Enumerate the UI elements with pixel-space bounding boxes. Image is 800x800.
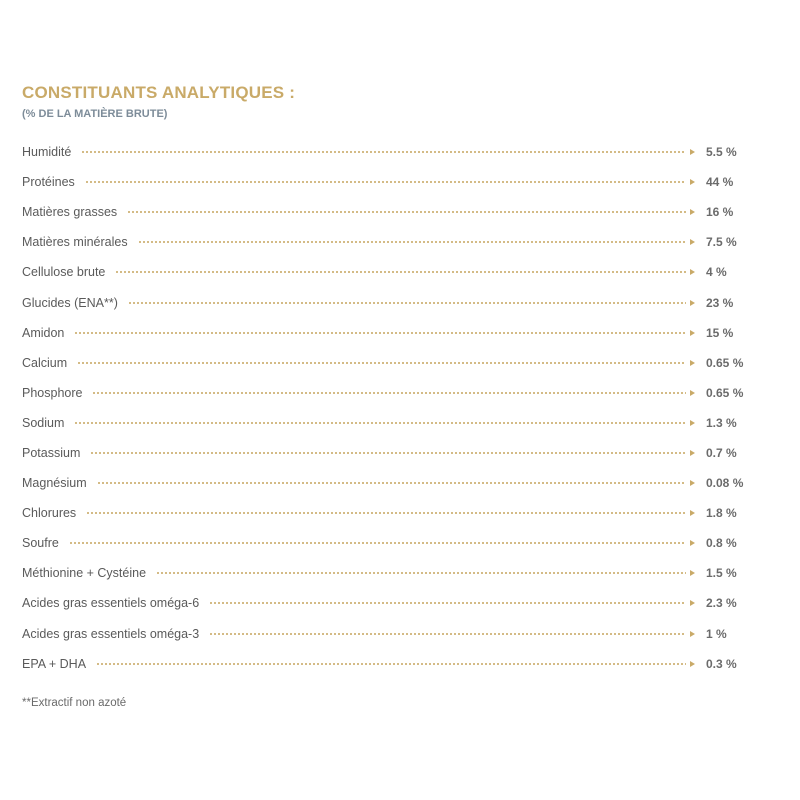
constituent-row xyxy=(22,649,762,679)
arrow-right-icon xyxy=(690,631,695,637)
constituent-row xyxy=(22,588,762,618)
constituent-row xyxy=(22,619,762,649)
arrow-right-icon xyxy=(690,480,695,486)
dotted-leader xyxy=(97,482,686,484)
constituent-value: 4 % xyxy=(706,265,727,280)
constituent-row xyxy=(22,318,762,348)
dotted-leader xyxy=(81,151,686,153)
dotted-leader xyxy=(77,362,686,364)
arrow-right-icon xyxy=(690,390,695,396)
dotted-leader xyxy=(92,392,686,394)
arrow-right-icon xyxy=(690,450,695,456)
constituent-row xyxy=(22,227,762,257)
arrow-right-icon xyxy=(690,570,695,576)
arrow-right-icon xyxy=(690,149,695,155)
constituent-value: 5.5 % xyxy=(706,145,737,160)
constituent-row xyxy=(22,528,762,558)
dotted-leader xyxy=(86,512,686,514)
constituent-label: Magnésium xyxy=(22,476,87,491)
constituent-label: Matières grasses xyxy=(22,205,118,220)
constituent-value: 2.3 % xyxy=(706,596,737,611)
constituent-label: Acides gras essentiels oméga-6 xyxy=(22,596,200,611)
constituent-label: Humidité xyxy=(22,145,72,160)
constituent-value: 23 % xyxy=(706,295,734,310)
arrow-right-icon xyxy=(690,209,695,215)
arrow-right-icon xyxy=(690,330,695,336)
constituent-row xyxy=(22,558,762,588)
dotted-leader xyxy=(74,332,686,334)
dotted-leader xyxy=(128,302,686,304)
constituent-value: 16 % xyxy=(706,205,734,220)
constituent-row xyxy=(22,167,762,197)
constituent-label: Protéines xyxy=(22,175,75,190)
constituent-value: 15 % xyxy=(706,325,734,340)
arrow-right-icon xyxy=(690,661,695,667)
constituent-label: Glucides (ENA**) xyxy=(22,295,118,310)
constituent-label: Acides gras essentiels oméga-3 xyxy=(22,626,200,641)
constituent-value: 0.7 % xyxy=(706,445,737,460)
constituent-row xyxy=(22,498,762,528)
constituent-row xyxy=(22,137,762,167)
arrow-right-icon xyxy=(690,510,695,516)
arrow-right-icon xyxy=(690,300,695,306)
constituent-value: 1.3 % xyxy=(706,415,737,430)
constituent-label: Chlorures xyxy=(22,506,77,521)
arrow-right-icon xyxy=(690,239,695,245)
dotted-leader xyxy=(127,211,686,213)
constituent-value: 44 % xyxy=(706,175,734,190)
dotted-leader xyxy=(96,663,686,665)
constituent-row xyxy=(22,468,762,498)
constituent-label: Sodium xyxy=(22,415,65,430)
constituent-value: 0.3 % xyxy=(706,656,737,671)
constituent-label: Calcium xyxy=(22,355,68,370)
constituent-row xyxy=(22,378,762,408)
dotted-leader xyxy=(138,241,686,243)
constituent-label: Potassium xyxy=(22,445,81,460)
dotted-leader xyxy=(209,602,686,604)
constituent-value: 0.65 % xyxy=(706,355,744,370)
arrow-right-icon xyxy=(690,360,695,366)
dotted-leader xyxy=(74,422,686,424)
constituent-row xyxy=(22,438,762,468)
constituent-label: Méthionine + Cystéine xyxy=(22,566,147,581)
dotted-leader xyxy=(156,572,686,574)
arrow-right-icon xyxy=(690,269,695,275)
section-subtitle: (% DE LA MATIÈRE BRUTE) xyxy=(22,108,168,120)
constituent-row xyxy=(22,287,762,317)
arrow-right-icon xyxy=(690,600,695,606)
dotted-leader xyxy=(85,181,686,183)
constituent-value: 1.8 % xyxy=(706,506,737,521)
arrow-right-icon xyxy=(690,179,695,185)
constituent-label: EPA + DHA xyxy=(22,656,87,671)
dotted-leader xyxy=(90,452,686,454)
constituent-value: 1 % xyxy=(706,626,727,641)
constituent-value: 0.65 % xyxy=(706,385,744,400)
constituent-label: Soufre xyxy=(22,536,59,551)
constituent-row xyxy=(22,408,762,438)
dotted-leader xyxy=(209,633,686,635)
constituent-row xyxy=(22,257,762,287)
constituent-label: Matières minérales xyxy=(22,235,128,250)
arrow-right-icon xyxy=(690,540,695,546)
constituent-label: Amidon xyxy=(22,325,65,340)
constituent-row xyxy=(22,348,762,378)
constituents-list xyxy=(22,137,762,679)
dotted-leader xyxy=(69,542,686,544)
arrow-right-icon xyxy=(690,420,695,426)
constituent-label: Cellulose brute xyxy=(22,265,106,280)
dotted-leader xyxy=(115,271,686,273)
constituent-value: 1.5 % xyxy=(706,566,737,581)
constituent-value: 0.8 % xyxy=(706,536,737,551)
constituent-value: 0.08 % xyxy=(706,476,744,491)
constituent-value: 7.5 % xyxy=(706,235,737,250)
footnote: **Extractif non azoté xyxy=(22,697,127,709)
section-title: CONSTITUANTS ANALYTIQUES : xyxy=(22,83,296,102)
constituent-label: Phosphore xyxy=(22,385,83,400)
constituent-row xyxy=(22,197,762,227)
